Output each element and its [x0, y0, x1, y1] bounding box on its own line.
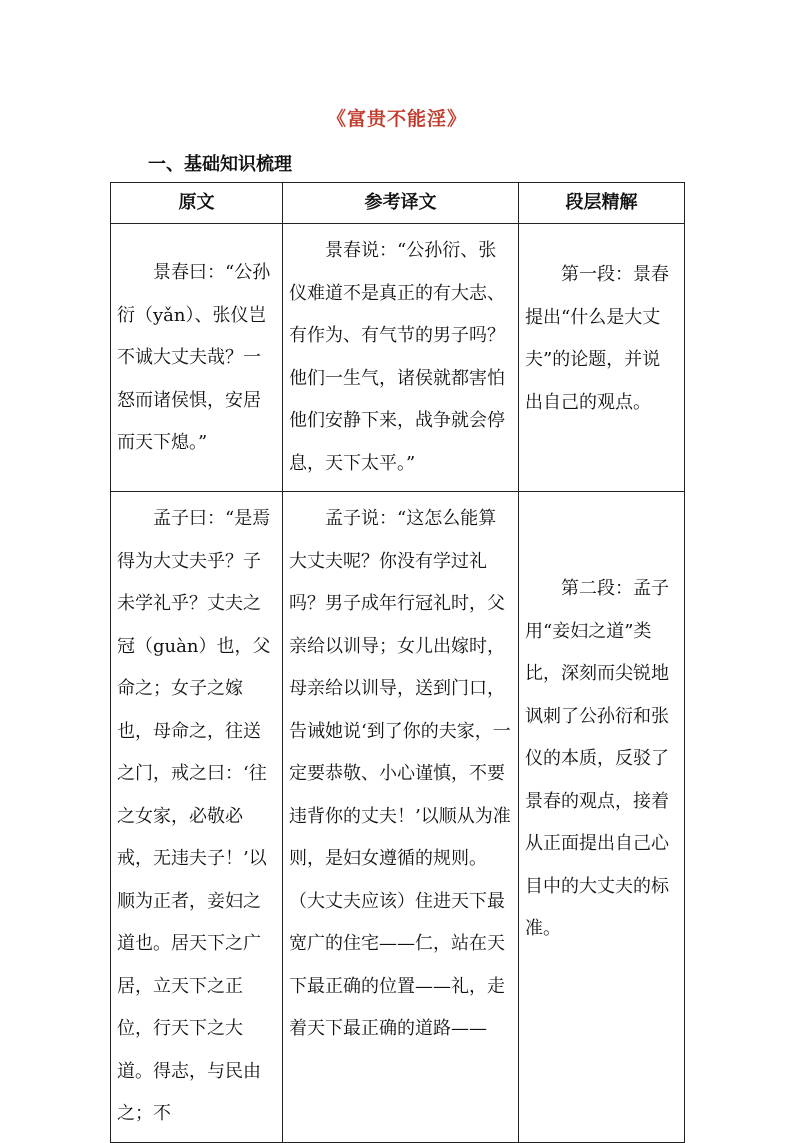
translation-cell — [283, 492, 519, 1143]
document-title: 《富贵不能淫》 — [326, 108, 467, 130]
analysis-text: 第一段：景春提出“什么是大丈夫”的论题，并说出自己的观点。 — [525, 264, 669, 413]
translation-text: 景春说：“公孙衍、张仪难道不是真正的有大志、有作为、有气节的男子吗？他们一生气，诸侯就都害怕他们安静下来，战争就会停息，天下太平。” — [289, 240, 505, 474]
header-analysis: 段层精解 — [519, 183, 685, 224]
analysis-cell — [519, 492, 685, 1143]
original-cell — [111, 492, 283, 1143]
analysis-text: 第二段：孟子用“妾妇之道”类比，深刻而尖锐地讽刺了公孙衍和张仪的本质，反驳了景春的观点，接着从正面提出自己心目中的大丈夫的标准。 — [525, 578, 669, 939]
translation-text: 孟子说：“这怎么能算大丈夫呢？你没有学过礼吗？男子成年行冠礼时，父亲给以训导；女儿出嫁时，母亲给以训导，送到门口，告诫她说‘到了你的夫家，一定要恭敬、小心谨慎，不要违背你的丈夫！’以顺从为准则，是妇女遵循的规则。（大丈夫应该）住进天下最宽广的住宅——仁，站在天下最正确的位置——礼，走着天下最正确的道路—— — [289, 508, 511, 1039]
original-text: 景春曰：“公孙衍（yǎn）、张仪岂不诚大丈夫哉？一怒而诸侯惧，安居而天下熄。” — [117, 262, 271, 453]
header-original: 原文 — [111, 183, 283, 224]
table-header-row — [111, 183, 685, 224]
original-cell — [111, 224, 283, 492]
translation-cell — [283, 224, 519, 492]
knowledge-table — [110, 182, 685, 1143]
section-heading: 一、基础知识梳理 — [148, 154, 292, 175]
table-row — [111, 492, 685, 1143]
analysis-cell — [519, 224, 685, 492]
original-text: 孟子曰：“是焉得为大丈夫乎？子未学礼乎？丈夫之冠（guàn）也，父命之；女子之嫁也，母命之，往送之门，戒之曰：‘往之女家，必敬必戒，无违夫子！’以顺为正者，妾妇之道也。居天下之广居，立天下之正位，行天下之大道。得志，与民由之；不 — [117, 508, 271, 1124]
table-row — [111, 224, 685, 492]
header-translation: 参考译文 — [283, 183, 519, 224]
